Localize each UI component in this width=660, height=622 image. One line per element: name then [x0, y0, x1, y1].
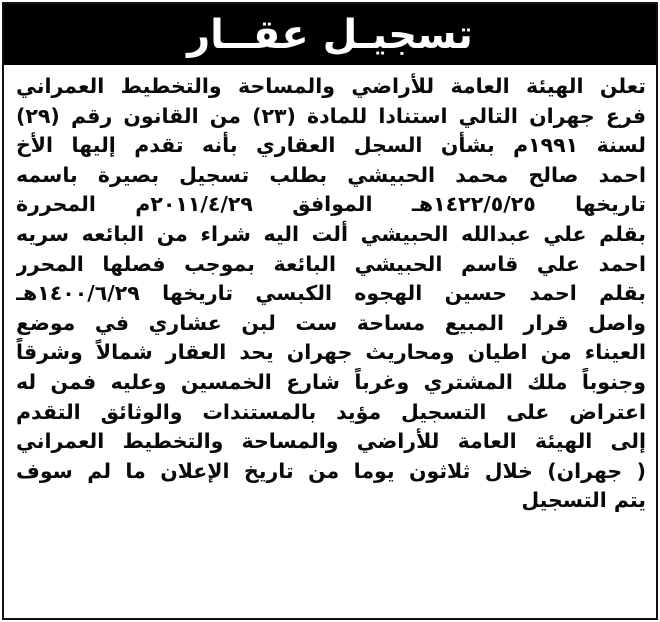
body-line: لسنة ١٩٩١م بشأن السجل العقاري بأنه تقدم إليها الأخ	[16, 133, 646, 158]
body-line: فرع جهران التالي استنادا للمادة (٢٣) من القانون رقم (٢٩)	[16, 103, 646, 128]
announcement-title: تسجيـل عقــار	[187, 11, 473, 58]
body-line: تاريخها ١٤٢٢/٥/٢٥هـ الموافق ٢٠١١/٤/٢٩م المحررة	[16, 192, 646, 217]
body-line: وجنوباً ملك المشتري وغرباً شارع الخمسين وعليه فمن له	[16, 369, 646, 394]
body-line: بقلم علي عبدالله الحبيشي ألت اليه شراء من البائعه سريه	[16, 221, 646, 246]
body-line: العيناء من اطيان ومحاريث جهران يحد العقار شمالاً وشرقاً	[16, 340, 646, 365]
body-line: ( جهران) خلال ثلاثون يوما من تاريخ الإعلان ما لم سوف	[16, 458, 646, 483]
body-line: واصل قرار المبيع مساحة ست لبن عشاري في موضع	[16, 310, 646, 335]
body-line: بقلم احمد حسين الهجوه الكبسي تاريخها ١٤٠٠/٦/٢٩هـ	[16, 281, 646, 306]
body-line: إلى الهيئة العامة للأراضي والمساحة والتخطيط العمراني	[16, 429, 646, 454]
body-line: تعلن الهيئة العامة للأراضي والمساحة والتخطيط العمراني	[16, 74, 646, 98]
body-line: احمد صالح محمد الحبيشي بطلب تسجيل بصيرة باسمه	[16, 162, 646, 187]
announcement-body	[16, 72, 646, 616]
body-line-last: يتم التسجيل	[521, 488, 646, 513]
title-banner	[4, 4, 656, 65]
announcement-frame	[2, 2, 658, 620]
body-line: احمد علي قاسم الحبيشي البائعة بموجب فصلها المحرر	[16, 251, 646, 276]
body-line: اعتراض على التسجيل مؤيد بالمستندات والوثائق التقدم	[16, 399, 646, 424]
